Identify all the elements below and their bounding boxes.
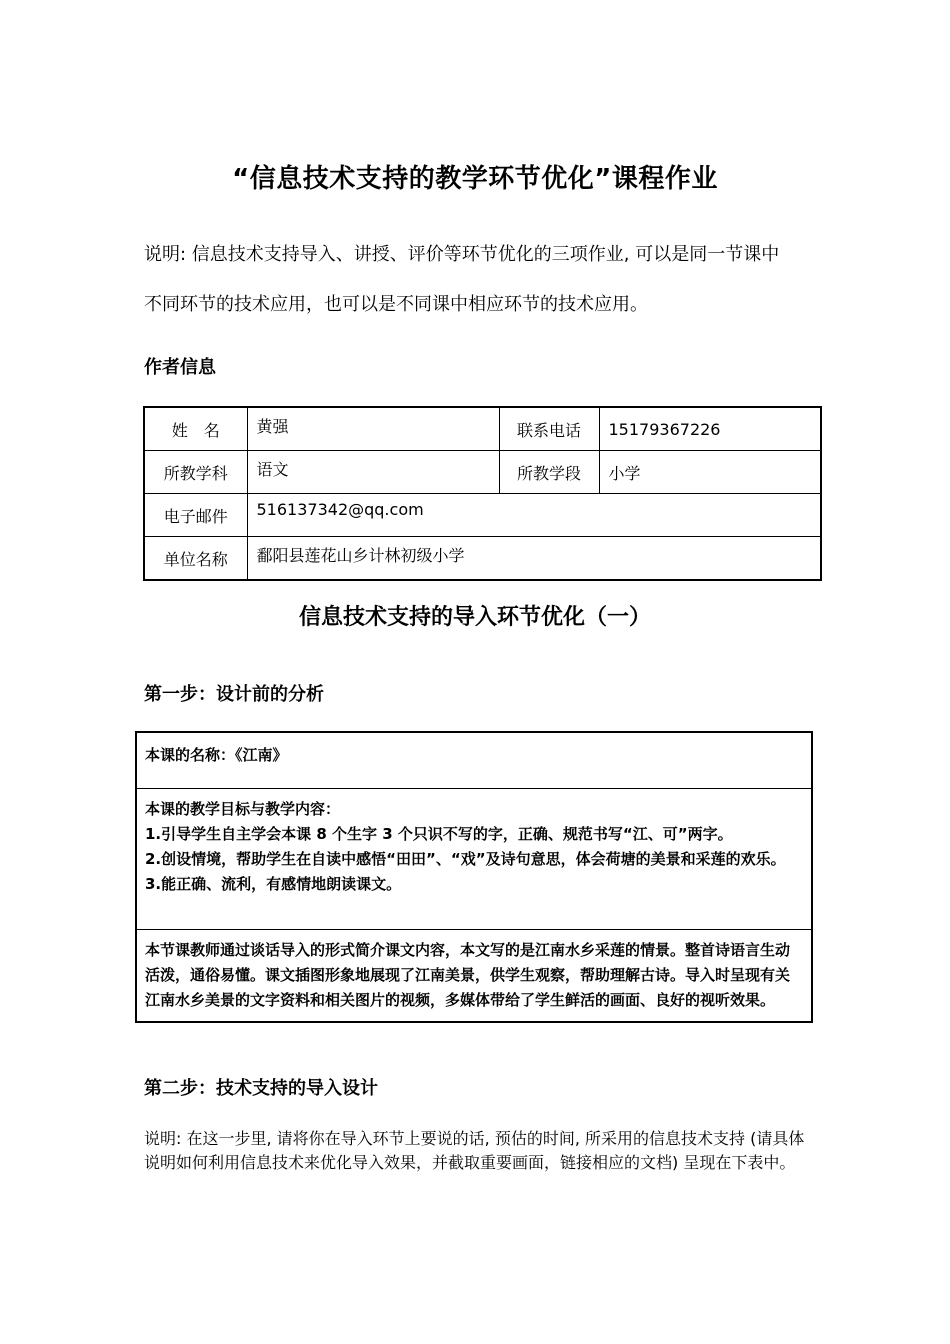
phone-label: 联系电话 xyxy=(499,407,599,451)
phone-value: 15179367226 xyxy=(599,407,821,451)
unit-value: 鄱阳县莲花山乡计林初级小学 xyxy=(247,537,821,581)
goals-row xyxy=(137,789,811,930)
goals-heading: 本课的教学目标与教学内容： xyxy=(145,800,341,818)
subject-value: 语文 xyxy=(247,451,499,494)
intro-line-2: 不同环节的技术应用，也可以是不同课中相应环节的技术应用。 xyxy=(144,294,648,315)
name-label: 姓 名 xyxy=(144,407,247,451)
stage-label: 所教学段 xyxy=(499,451,599,494)
section-title: 信息技术支持的导入环节优化（一） xyxy=(298,605,651,630)
lesson-name-row xyxy=(137,733,811,789)
goal-2: 2.创设情境，帮助学生在自读中感悟“田田”、“戏”及诗句意思，体会荷塘的美景和采莲的欢乐。 xyxy=(145,850,786,868)
stage-value: 小学 xyxy=(599,451,821,494)
step1-heading: 第一步：设计前的分析 xyxy=(144,684,324,705)
lesson-description: 本节课教师通过谈话导入的形式简介课文内容，本文写的是江南水乡采莲的情景。整首诗语言生动活泼，通俗易懂。课文插图形象地展现了江南美景，供学生观察，帮助理解古诗。导入时呈现有关江南水乡美景的文字资料和相关图片的视频，多媒体带给了学生鲜活的画面、良好的视听效果。 xyxy=(145,941,791,1009)
table-row xyxy=(144,494,821,537)
table-row xyxy=(144,407,821,451)
page-title: “信息技术支持的教学环节优化”课程作业 xyxy=(232,164,718,194)
author-info-table xyxy=(143,406,822,581)
author-heading: 作者信息 xyxy=(144,357,216,378)
intro-line-1: 说明: 信息技术支持导入、讲授、评价等环节优化的三项作业, 可以是同一节课中 xyxy=(144,244,780,265)
name-value: 黄强 xyxy=(247,407,499,451)
unit-label: 单位名称 xyxy=(144,537,247,581)
step2-heading: 第二步：技术支持的导入设计 xyxy=(144,1078,378,1099)
lesson-name: 本课的名称：《江南》 xyxy=(145,746,288,764)
email-label: 电子邮件 xyxy=(144,494,247,537)
step2-note: 说明: 在这一步里, 请将你在导入环节上要说的话, 预估的时间, 所采用的信息技术支持 (请具体说明如何利用信息技术来优化导入效果，并截取重要画面，链接相应的文档) 呈现在下表中。 xyxy=(144,1129,805,1172)
analysis-box xyxy=(135,731,813,1023)
table-row xyxy=(144,537,821,581)
subject-label: 所教学科 xyxy=(144,451,247,494)
table-row xyxy=(144,451,821,494)
description-row xyxy=(137,930,811,1021)
email-value: 516137342@qq.com xyxy=(247,494,821,537)
goal-3: 3.能正确、流利，有感情地朗读课文。 xyxy=(145,875,402,893)
goal-1: 1.引导学生自主学会本课 8 个生字 3 个只识不写的字，正确、规范书写“江、可”两字。 xyxy=(145,825,733,843)
